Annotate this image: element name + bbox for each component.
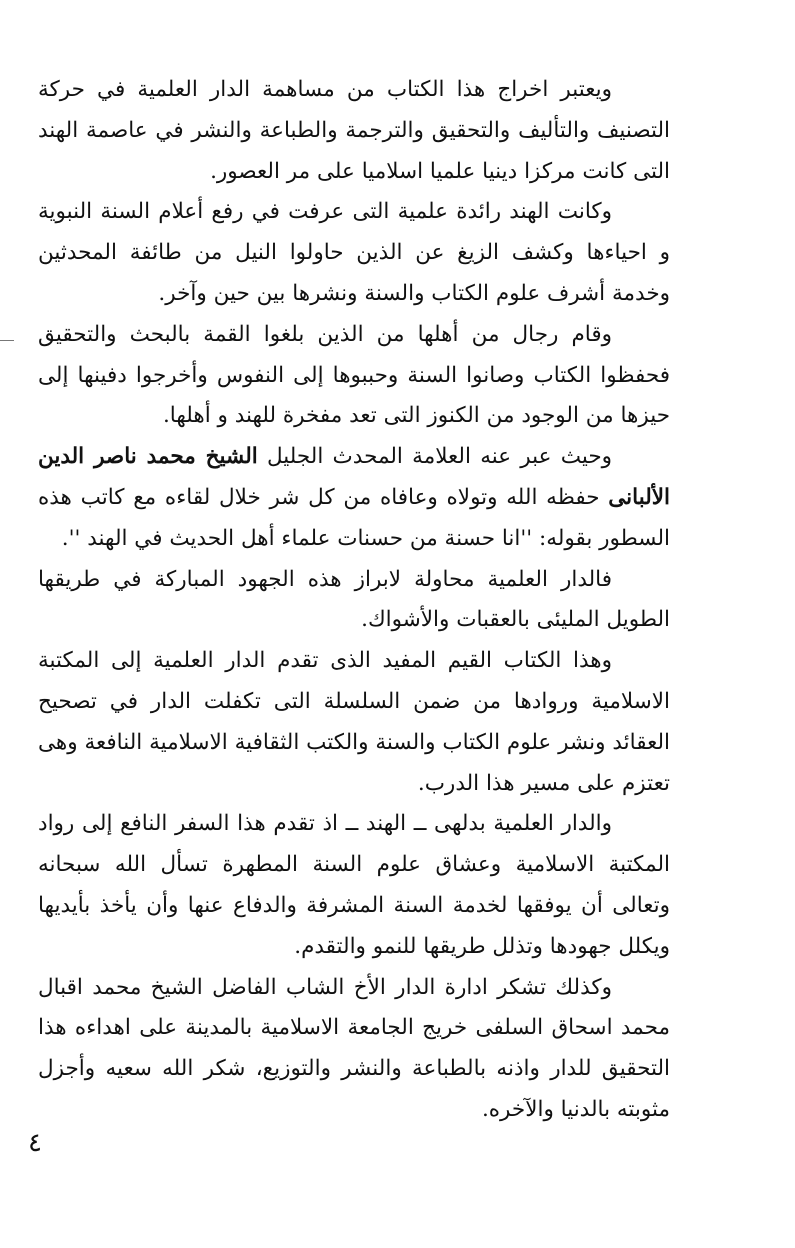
margin-mark: [0, 340, 14, 341]
paragraph-publication-contribution: ويعتبر اخراج هذا الكتاب من مساهمة الدار العلمية في حركة التصنيف والتأليف والتحقيق والترجمة والطباعة والنشر في عاصمة الهند التى كانت مركزا دينيا علميا اسلاميا على مر العصور.: [38, 77, 670, 184]
paragraph-dar-ilmiya-delhi: والدار العلمية بدلهى ــ الهند ــ اذ تقدم هذا السفر النافع إلى رواد المكتبة الاسلامية وعشاق علوم السنة المطهرة تسأل الله سبحانه وتعالى أن يوفقها لخدمة السنة المشرفة والدفاع عنها وأن يأخذ بأيديها ويكلل جهودها وتذلل طريقها للنمو والتقدم.: [38, 811, 670, 959]
paragraph-india-pioneer: وكانت الهند رائدة علمية التى عرفت في رفع أعلام السنة النبوية و احياءها وكشف الزيغ عن الذين حاولوا النيل من طائفة المحدثين وخدمة أشرف علوم الكتاب والسنة ونشرها بين حين وآخر.: [38, 199, 670, 306]
paragraph-albani-quote: [38, 437, 670, 559]
body-text: [38, 70, 670, 1131]
page-number: ٤: [28, 1128, 42, 1158]
albani-quote-intro: وحيث عبر عنه العلامة المحدث الجليل: [267, 444, 613, 470]
paragraph-book-series: وهذا الكتاب القيم المفيد الذى تقدم الدار العلمية إلى المكتبة الاسلامية وروادها من ضمن السلسلة التى تكفلت الدار في تصحيح العقائد ونشر علوم الكتاب والسنة والكتب الثقافية الاسلامية النافعة وهى تعتزم على مسير هذا الدرب.: [38, 648, 670, 796]
albani-name: الشيخ محمد ناصر الدين الألبانى: [38, 444, 670, 510]
paragraph-dar-ilmiya-effort: فالدار العلمية محاولة لابراز هذه الجهود المباركة في طريقها الطويل المليئى بالعقبات والأشواك.: [38, 566, 670, 633]
paragraph-scholars: وقام رجال من أهلها من الذين بلغوا القمة بالبحث والتحقيق فحفظوا الكتاب وصانوا السنة وحببوها إلى النفوس وأخرجوا دفينها إلى حيزها من الوجود من الكنوز التى تعد مفخرة للهند و أهلها.: [38, 321, 670, 429]
paragraph-acknowledgement: وكذلك تشكر ادارة الدار الأخ الشاب الفاضل الشيخ محمد اقبال محمد اسحاق السلفى خريج الجامعة الاسلامية بالمدينة على اهداءه هذا التحقيق للدار واذنه بالطباعة والنشر والتوزيع، شكر الله سعيه وأجزل مثوبته بالدنيا والآخره.: [38, 974, 670, 1122]
albani-quote-rest: حفظه الله وتولاه وعافاه من كل شر خلال لقاءه مع كاتب هذه السطور بقوله: ''انا حسنة من حسنات علماء أهل الحديث في الهند ''.: [38, 484, 670, 551]
